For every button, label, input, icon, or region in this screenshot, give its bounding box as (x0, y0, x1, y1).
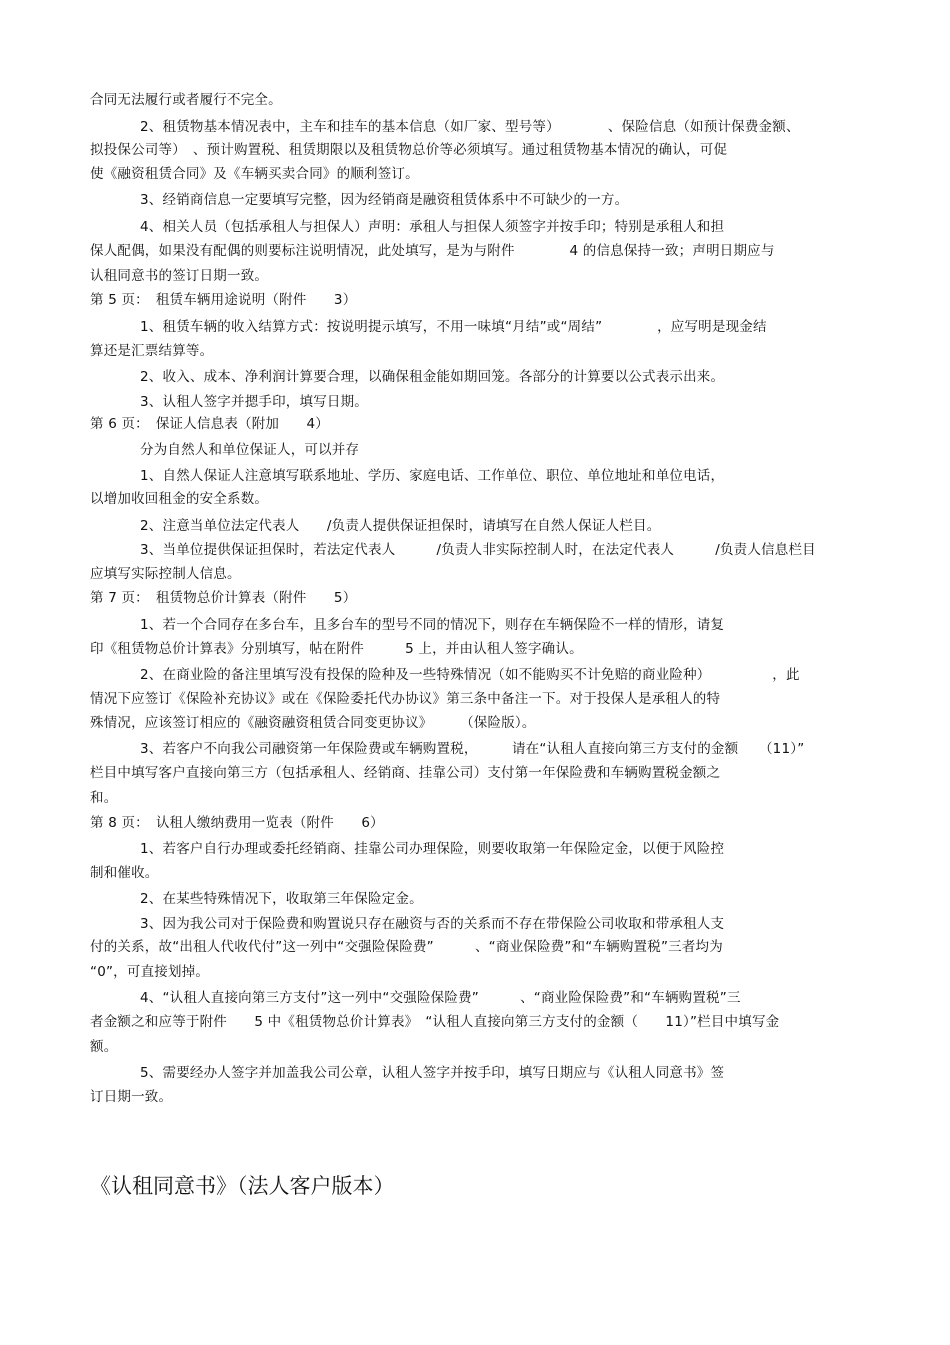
text-line: 3、认租人签字并摁手印，填写日期。 (140, 394, 368, 410)
text-line: 3、若客户不向我公司融资第一年保险费或车辆购置税， 请在“认租人直接向第三方支付的金额 （11）” (140, 741, 805, 757)
section-heading: 第 5 页： 租赁车辆用途说明（附件 3） (90, 292, 357, 308)
text-line: 以增加收回租金的安全系数。 (90, 491, 269, 507)
document-title: 《认租同意书》（法人客户版本） (90, 1174, 395, 1198)
text-line: 4、相关人员（包括承租人与担保人）声明：承租人与担保人须签字并按手印；特别是承租人和担 (140, 219, 725, 235)
section-heading: 第 6 页： 保证人信息表（附加 4） (90, 416, 330, 432)
text-line: 2、收入、成本、净利润计算要合理，以确保租金能如期回笼。各部分的计算要以公式表示出来。 (140, 369, 725, 385)
text-line: 1、若一个合同存在多台车，且多台车的型号不同的情况下，则存在车辆保险不一样的情形，请复 (140, 617, 725, 633)
text-line: 付的关系，故“出租人代收代付”这一列中“交强险保险费” 、“商业保险费”和“车辆购置税”三者均为 (90, 939, 723, 955)
text-line: 算还是汇票结算等。 (90, 343, 214, 359)
text-line: 2、注意当单位法定代表人 /负责人提供保证担保时，请填写在自然人保证人栏目。 (140, 518, 661, 534)
text-line: 2、租赁物基本情况表中，主车和挂车的基本信息（如厂家、型号等） 、保险信息（如预计保费金额、 (140, 119, 800, 135)
text-line: 使《融资租赁合同》及《车辆买卖合同》的顺利签订。 (90, 166, 419, 182)
text-line: 认租同意书的签订日期一致。 (90, 268, 269, 284)
text-line: 5、需要经办人签字并加盖我公司公章，认租人签字并按手印，填写日期应与《认租人同意书》签 (140, 1065, 725, 1081)
text-line: 分为自然人和单位保证人，可以并存 (140, 442, 360, 458)
text-line: 2、在某些特殊情况下，收取第三年保险定金。 (140, 891, 423, 907)
text-line: 3、当单位提供保证担保时，若法定代表人 /负责人非实际控制人时，在法定代表人 /负责人信息栏目 (140, 542, 816, 558)
text-line: 2、在商业险的备注里填写没有投保的险种及一些特殊情况（如不能购买不计免赔的商业险种） ，此 (140, 667, 800, 683)
text-line: 应填写实际控制人信息。 (90, 566, 241, 582)
text-line: 和。 (90, 790, 118, 806)
text-line: 订日期一致。 (90, 1089, 173, 1105)
text-line: “0”，可直接划掉。 (90, 964, 210, 980)
text-line: 栏目中填写客户直接向第三方（包括承租人、经销商、挂靠公司）支付第一年保险费和车辆购置税金额之 (90, 765, 721, 781)
text-line: 3、因为我公司对于保险费和购置说只存在融资与否的关系而不存在带保险公司收取和带承租人支 (140, 916, 725, 932)
text-line: 3、经销商信息一定要填写完整，因为经销商是融资租赁体系中不可缺少的一方。 (140, 192, 629, 208)
section-heading: 第 8 页： 认租人缴纳费用一览表（附件 6） (90, 815, 384, 831)
text-line: 者金额之和应等于附件 5 中《租赁物总价计算表》 “认租人直接向第三方支付的金额（ 11）”栏目中填写金 (90, 1014, 780, 1030)
text-line: 合同无法履行或者履行不完全。 (90, 92, 282, 108)
section-heading: 第 7 页： 租赁物总价计算表（附件 5） (90, 590, 357, 606)
text-line: 印《租赁物总价计算表》分别填写，帖在附件 5 上，并由认租人签字确认。 (90, 641, 583, 657)
text-line: 殊情况，应该签订相应的《融资融资租赁合同变更协议》 （保险版）。 (90, 715, 536, 731)
text-line: 拟投保公司等） 、预计购置税、租赁期限以及租赁物总价等必须填写。通过租赁物基本情况的确认，可促 (90, 142, 728, 158)
text-line: 1、租赁车辆的收入结算方式：按说明提示填写，不用一味填“月结”或“周结” ，应写明是现金结 (140, 319, 767, 335)
text-line: 保人配偶，如果没有配偶的则要标注说明情况，此处填写，是为与附件 4 的信息保持一致；声明日期应与 (90, 243, 775, 259)
text-line: 额。 (90, 1039, 118, 1055)
text-line: 情况下应签订《保险补充协议》或在《保险委托代办协议》第三条中备注一下。对于投保人是承租人的特 (90, 691, 721, 707)
text-line: 1、若客户自行办理或委托经销商、挂靠公司办理保险，则要收取第一年保险定金，以便于风险控 (140, 841, 725, 857)
text-line: 制和催收。 (90, 865, 159, 881)
text-line: 1、自然人保证人注意填写联系地址、学历、家庭电话、工作单位、职位、单位地址和单位电话， (140, 468, 725, 484)
text-line: 4、“认租人直接向第三方支付”这一列中“交强险保险费” 、“商业险保险费”和“车辆购置税”三 (140, 990, 741, 1006)
